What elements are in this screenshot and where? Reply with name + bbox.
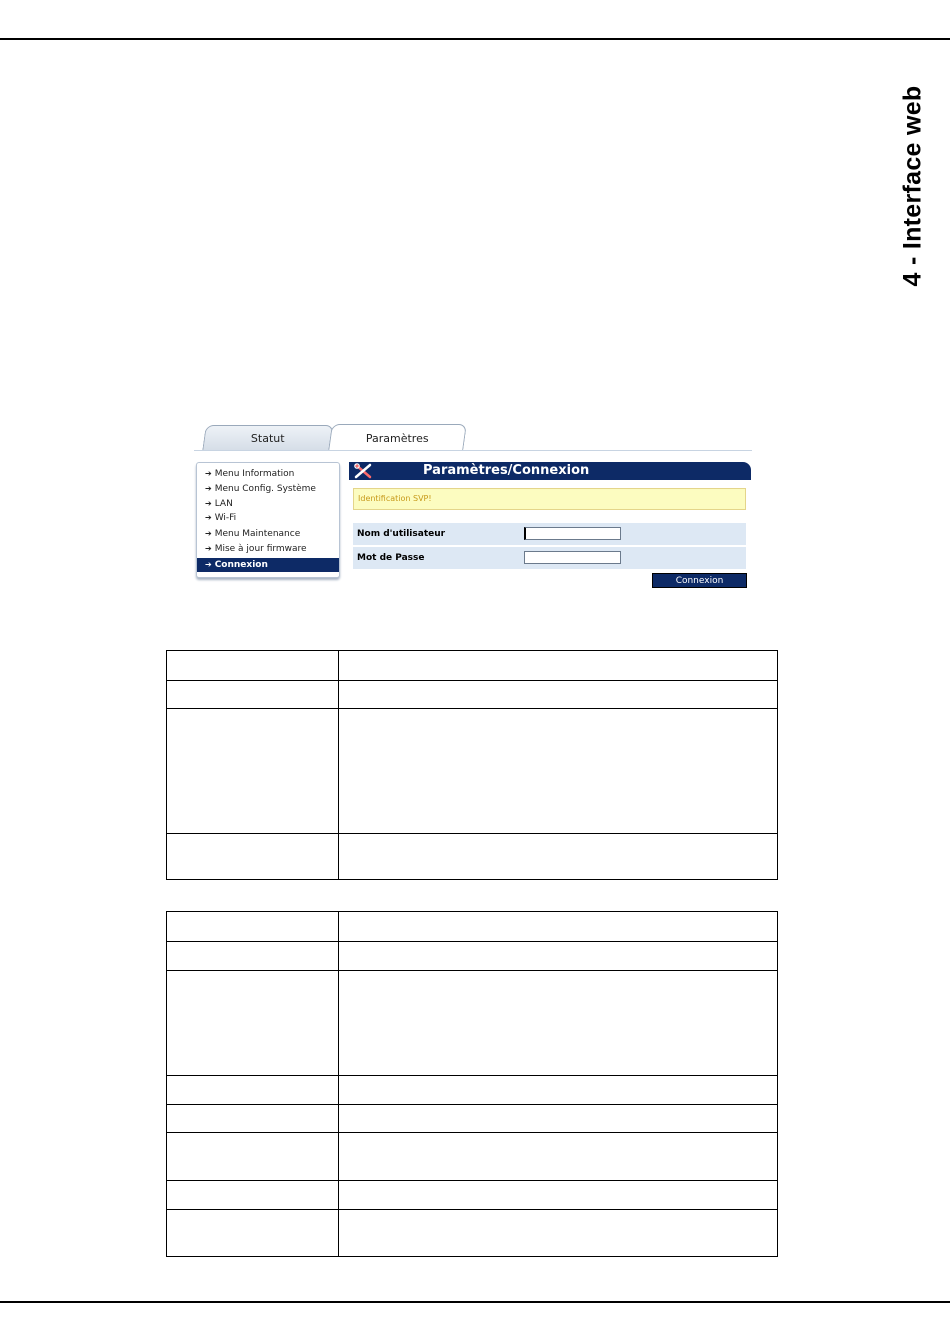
arrow-right-icon: ➔ [205,529,212,538]
username-input[interactable] [524,527,621,540]
side-menu [196,462,340,578]
tab-statut[interactable] [202,425,334,451]
arrow-right-icon: ➔ [205,499,212,508]
arrow-right-icon: ➔ [205,544,212,553]
table-row [167,1132,777,1180]
menu-item-label: Menu Config. Système [214,484,316,494]
menu-item-label: Connexion [214,560,268,570]
menu-item-label: Menu Maintenance [214,529,301,539]
table-row [167,1209,777,1256]
menu-item-connexion[interactable] [197,558,339,572]
bottom-rule [0,1301,950,1303]
menu-item-lan[interactable] [205,499,233,509]
table-row [167,941,777,970]
column-divider [338,651,339,680]
panel-title: Paramètres/Connexion [423,463,590,478]
table-row [167,833,777,879]
menu-item-label: Mise à jour firmware [214,544,307,554]
column-divider [338,1181,339,1209]
menu-item-information[interactable] [205,469,294,479]
table-row [167,1075,777,1104]
password-input[interactable] [524,551,621,564]
arrow-right-icon: ➔ [205,469,212,478]
username-row [353,523,746,545]
column-divider [338,1133,339,1180]
table-1 [166,650,778,880]
column-divider [338,971,339,1075]
password-row [353,547,746,569]
arrow-right-icon: ➔ [205,513,212,522]
table-row [167,680,777,708]
column-divider [338,1210,339,1256]
menu-item-firmware[interactable] [205,544,307,554]
column-divider [338,942,339,970]
tab-parametres-label: Paramètres [366,431,429,445]
password-label: Mot de Passe [357,553,425,563]
menu-item-config-systeme[interactable] [205,484,316,494]
menu-item-label: Wi-Fi [214,513,237,523]
table-row [167,1180,777,1209]
column-divider [338,912,339,941]
tab-parametres[interactable] [328,424,467,451]
menu-item-wifi[interactable] [205,513,236,523]
table-row [167,1104,777,1132]
chapter-title: 4 - Interface web [898,85,927,287]
table-row [167,912,777,941]
notice-message: Identification SVP! [353,488,746,510]
tab-underline [194,450,752,451]
column-divider [338,681,339,708]
menu-item-label: Menu Information [214,469,295,479]
web-ui-screenshot [194,422,752,592]
username-label: Nom d'utilisateur [357,529,446,539]
tools-icon [354,463,372,479]
menu-item-maintenance[interactable] [205,529,300,539]
table-row [167,970,777,1075]
arrow-right-icon: ➔ [205,484,212,493]
column-divider [338,834,339,879]
panel-header [349,462,751,480]
column-divider [338,1076,339,1104]
column-divider [338,1105,339,1132]
table-row [167,651,777,680]
tab-statut-label: Statut [251,432,285,445]
top-rule [0,38,950,40]
connexion-button[interactable]: Connexion [652,573,747,588]
table-2 [166,911,778,1257]
tab-bar [194,422,752,452]
column-divider [338,709,339,833]
table-row [167,708,777,833]
arrow-right-icon: ➔ [205,560,212,569]
menu-item-label: LAN [214,499,233,509]
